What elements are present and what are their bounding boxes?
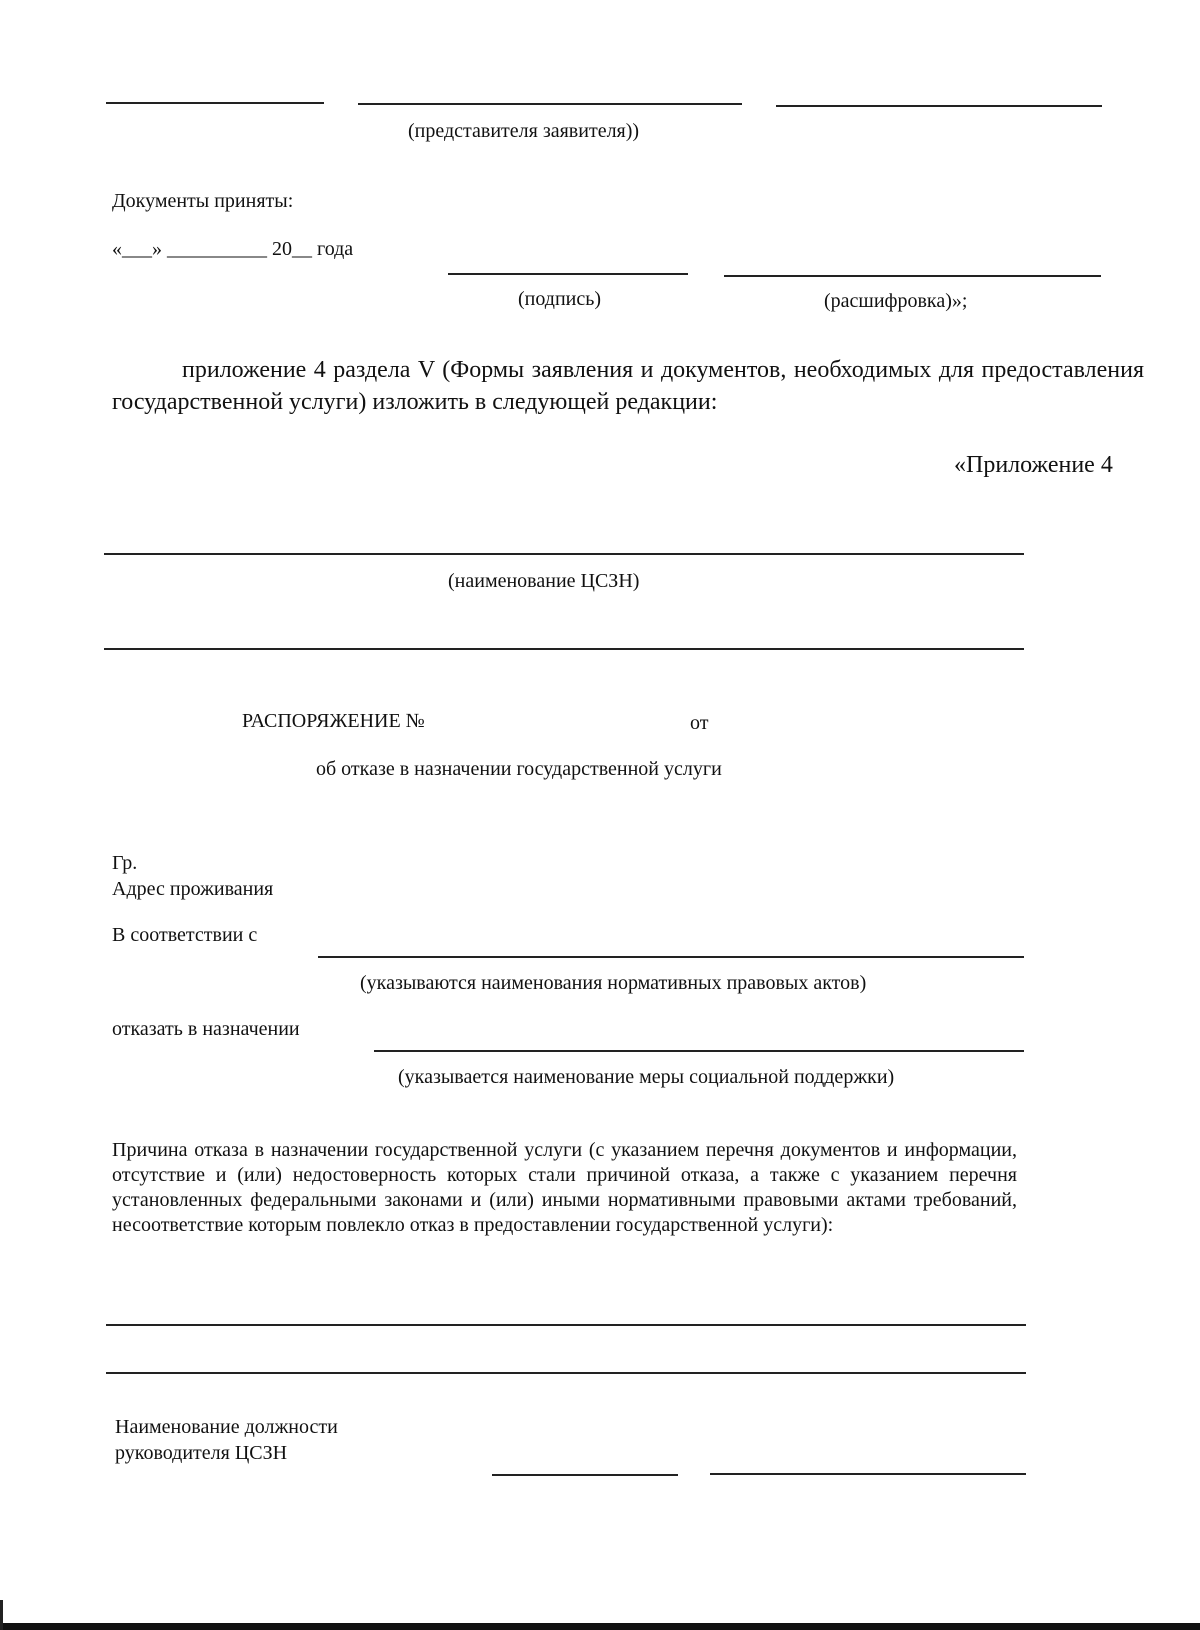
order-subject: об отказе в назначении государственной услуги [316, 758, 722, 780]
order-title: РАСПОРЯЖЕНИЕ № [242, 710, 425, 732]
refusal-reason-paragraph [112, 1138, 1017, 1238]
top-line-2 [358, 103, 742, 105]
acts-caption: (указываются наименования нормативных правовых актов) [360, 972, 867, 994]
reason-line-1 [106, 1324, 1026, 1326]
address-label: Адрес проживания [112, 878, 274, 900]
decoding-caption: (расшифровка)»; [824, 290, 968, 312]
signature-caption: (подпись) [518, 288, 602, 310]
position-label-line2: руководителя ЦСЗН [115, 1442, 288, 1464]
top-line-3 [776, 105, 1102, 107]
organization-line-2 [104, 648, 1024, 650]
representative-caption: (представителя заявителя)) [408, 120, 640, 142]
acceptance-date-line: «___» __________ 20__ года [112, 238, 354, 260]
head-signature-line [492, 1474, 678, 1476]
refusal-reason-text: Причина отказа в назначении государственной услуги (с указанием перечня документов и информации, отсутствие и (или) недостоверность которых стали причиной отказа, а также с указанием перечня установленных федеральными законами и (или) иными нормативными правовыми актами требований, несоответствие которым повлекло отказ в предоставлении государственной услуги): [112, 1139, 1017, 1236]
scan-edge-bottom [0, 1623, 1200, 1630]
top-line-1 [106, 102, 324, 104]
organization-caption: (наименование ЦСЗН) [448, 570, 640, 592]
organization-line [104, 553, 1024, 555]
scan-edge-left [0, 1600, 3, 1630]
reason-line-2 [106, 1372, 1026, 1374]
position-label-line1: Наименование должности [115, 1416, 338, 1438]
amendment-paragraph [112, 354, 1144, 418]
accordance-label: В соответствии с [112, 924, 258, 946]
measure-caption: (указывается наименование меры социальной поддержки) [398, 1066, 895, 1088]
signature-line [448, 273, 688, 275]
appendix-label: «Приложение 4 [954, 452, 1113, 478]
citizen-label: Гр. [112, 852, 138, 874]
documents-accepted-label: Документы приняты: [112, 190, 294, 212]
measure-line [374, 1050, 1024, 1052]
decoding-line [724, 275, 1101, 277]
amendment-text: приложение 4 раздела V (Формы заявления и документов, необходимых для предоставления государственной услуги) изложить в следующей редакции: [112, 357, 1144, 415]
head-decoding-line [710, 1473, 1026, 1475]
refuse-label: отказать в назначении [112, 1018, 300, 1040]
order-from: от [690, 712, 709, 734]
acts-line [318, 956, 1024, 958]
